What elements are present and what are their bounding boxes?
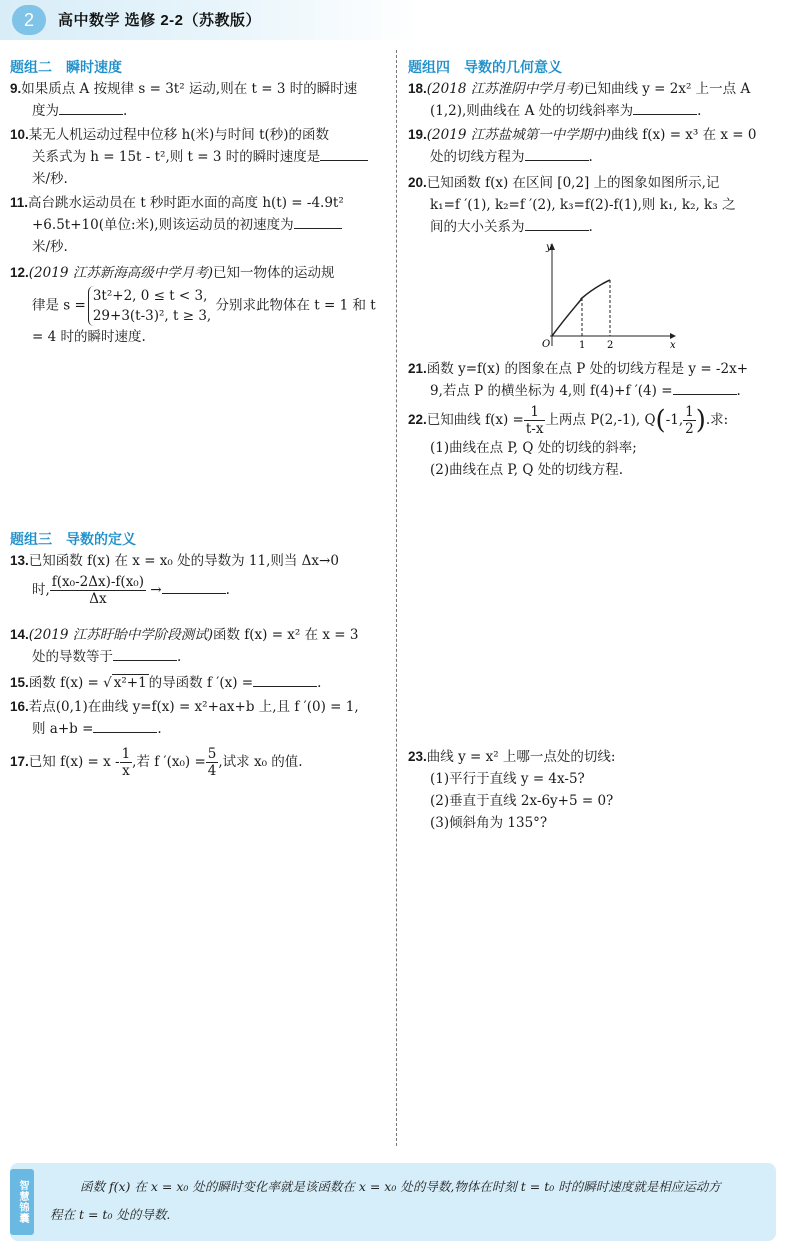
question-11: 11.高台跳水运动员在 t 秒时距水面的高度 h(t) = -4.9t² +6.5t+10(单位:米),则该运动员的初速度为 米/秒. (10, 195, 344, 255)
origin-label: O (542, 339, 551, 350)
answer-blank[interactable] (59, 100, 123, 115)
page-number: 2 (12, 5, 46, 35)
tip-box (10, 1163, 776, 1241)
group-title-derivative-definition: 题组三 导数的定义 (10, 531, 136, 547)
question-13: 13.已知函数 f(x) 在 x = x₀ 处的导数为 11,则当 Δx→0 时, $\frac{\text{f(x₀-2Δx)-f(x₀)}}{\Delta x}$ → . (10, 553, 339, 607)
question-20: 20.已知函数 f(x) 在区间 [0,2] 上的图象如图所示,记 k₁=f ′(1), k₂=f ′(2), k₃=f(2)-f(1),则 k₁, k₂, k₃ 之 间的大小关系为 . (408, 175, 736, 235)
question-9: 9.如果质点 A 按规律 s = 3t² 运动,则在 t = 3 时的瞬时速 度为 . (10, 81, 358, 119)
answer-blank[interactable] (93, 718, 157, 733)
tip-text: 函数 f(x) 在 x = x₀ 处的瞬时变化率就是该函数在 x = x₀ 处的导数,物体在时刻 t = t₀ 时的瞬时速度就是相应运动方 程在 t = t₀ 处的导数. (50, 1179, 721, 1222)
question-10: 10.某无人机运动过程中位移 h(米)与时间 t(秒)的函数 关系式为 h = 15t - t²,则 t = 3 时的瞬时速度是 米/秒. (10, 124, 388, 190)
tick-label-1: 1 (579, 340, 586, 350)
answer-blank[interactable] (673, 380, 737, 395)
question-15: 15.函数 f(x) = √ x²+1 的导函数 f ′(x) = . (10, 672, 388, 694)
question-16: 16.若点(0,1)在曲线 y=f(x) = x²+ax+b 上,且 f ′(0) = 1, 则 a+b = . (10, 699, 359, 737)
question-18: 18.(2018 江苏淮阴中学月考)已知曲线 y = 2x² 上一点 A (1,2),则曲线在 A 处的切线斜率为 . (408, 81, 751, 119)
book-title: 高中数学 选修 2-2（苏教版） (58, 12, 262, 29)
question-17: 17.已知 f(x) = x - $\frac{1}{x}$ ,若 f ′(x₀) = $\frac{5}{4}$ ,试求 x₀ 的值. (10, 746, 303, 779)
x-axis-arrow (670, 333, 676, 339)
answer-blank[interactable] (253, 672, 317, 687)
answer-blank[interactable] (633, 100, 697, 115)
group-title-geometric-meaning: 题组四 导数的几何意义 (408, 59, 562, 75)
tip-tag: 智慧锦囊 (10, 1169, 34, 1235)
answer-blank[interactable] (525, 216, 589, 231)
answer-blank[interactable] (320, 146, 368, 161)
function-curve (552, 280, 610, 336)
answer-blank[interactable] (113, 646, 177, 661)
page-header (0, 0, 790, 42)
answer-blank[interactable] (162, 579, 226, 594)
question-21: 21.函数 y=f(x) 的图象在点 P 处的切线方程是 y = -2x+ 9,若点 P 的横坐标为 4,则 f(4)+f ′(4) = . (408, 361, 748, 399)
question-14: 14.(2019 江苏盱眙中学阶段测试)函数 f(x) = x² 在 x = 3 处的导数等于 . (10, 627, 359, 665)
piecewise-function: 3t²+2, 0 ≤ t < 3, 29+3(t-3)², t ≥ 3, (88, 286, 211, 326)
answer-blank[interactable] (525, 146, 589, 161)
question-22: 22.已知曲线 f(x) = $\frac{1}{t-x}$ 上两点 P(2,-1), Q(-1, $\frac{1}{2}$ ).求: (1)曲线在点 P, Q 处的切线的斜率; (2)曲线在点 P, Q 处的切线方程. (408, 404, 729, 478)
question-23: 23.曲线 y = x² 上哪一点处的切线: (1)平行于直线 y = 4x-5? (2)垂直于直线 2x-6y+5 = 0? (3)倾斜角为 135°? (408, 749, 616, 831)
question-19: 19.(2019 江苏盐城第一中学期中)曲线 f(x) = x³ 在 x = 0 处的切线方程为 . (408, 127, 757, 165)
column-divider (396, 50, 397, 1146)
answer-blank[interactable] (294, 214, 342, 229)
fraction-difference-quotient: $\frac{\text{f(x₀-2Δx)-f(x₀)}}{\Delta x}$ (51, 574, 144, 607)
group-title-instant-velocity: 题组二 瞬时速度 (10, 59, 122, 75)
function-graph (538, 240, 678, 350)
question-12: 12.(2019 江苏新海高级中学月考)已知一物体的运动规 律是 s = 3t²+2, 0 ≤ t < 3, 29+3(t-3)², t ≥ 3, 分别求此物体在 t = 1 和 t = 4 时的瞬时速度. (10, 265, 376, 345)
tick-label-2: 2 (607, 340, 614, 350)
x-axis-label: x (670, 340, 676, 350)
y-axis-label: y (546, 242, 552, 253)
